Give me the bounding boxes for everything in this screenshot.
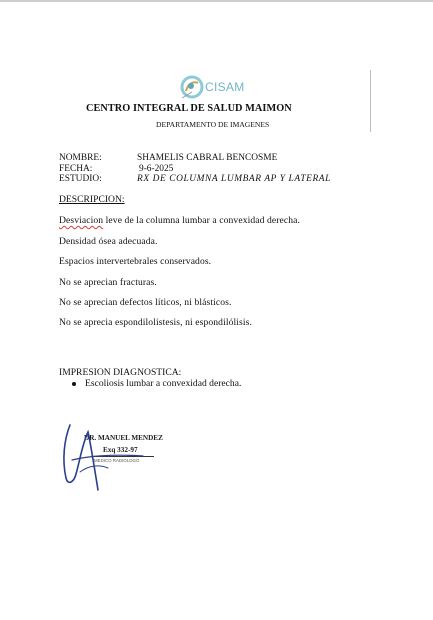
bullet-icon (72, 382, 76, 386)
date-value: 9-6-2025 (139, 164, 174, 174)
description-line: No se aprecia espondilolistesis, ni espondilólisis. (59, 317, 252, 328)
name-label: NOMBRE: (59, 153, 102, 163)
spellcheck-word: Desviacion (59, 215, 104, 226)
date-label: FECHA: (59, 164, 93, 174)
description-line: Espacios intervertebrales conservados. (59, 256, 212, 267)
study-label: ESTUDIO: (59, 174, 102, 184)
name-value: SHAMELIS CABRAL BENCOSME (137, 153, 278, 163)
cisam-logo (178, 73, 258, 101)
description-heading: DESCRIPCION: (59, 194, 125, 205)
study-value: RX DE COLUMNA LUMBAR AP Y LATERAL (137, 174, 331, 184)
description-line: No se aprecian fracturas. (59, 277, 157, 288)
signature-stamp (58, 390, 198, 500)
logo-text: CISAM (205, 80, 245, 94)
handwritten-signature (58, 390, 198, 500)
cisam-logo-icon (178, 73, 206, 101)
description-line-1 (59, 215, 300, 226)
doctor-name: DR. MANUEL MENDEZ (84, 434, 163, 442)
description-line: No se aprecian defectos líticos, ni blásticos. (59, 297, 232, 308)
description-line: Densidad ósea adecuada. (59, 236, 158, 247)
impression-heading: IMPRESION DIAGNOSTICA: (59, 367, 182, 378)
impression-item-text: Escoliosis lumbar a convexidad derecha. (85, 378, 242, 389)
department-name: DEPARTAMENTO DE IMAGENES (156, 120, 270, 129)
doctor-title: MEDICO RADIOLOGO (94, 458, 140, 463)
margin-rule (370, 70, 371, 132)
center-name: CENTRO INTEGRAL DE SALUD MAIMON (86, 103, 292, 114)
description-line-1-rest: leve de la columna lumbar a convexidad derecha. (103, 215, 301, 226)
page-top-border (0, 0, 433, 2)
doctor-exequatur: Exq 332-97 (103, 446, 138, 454)
